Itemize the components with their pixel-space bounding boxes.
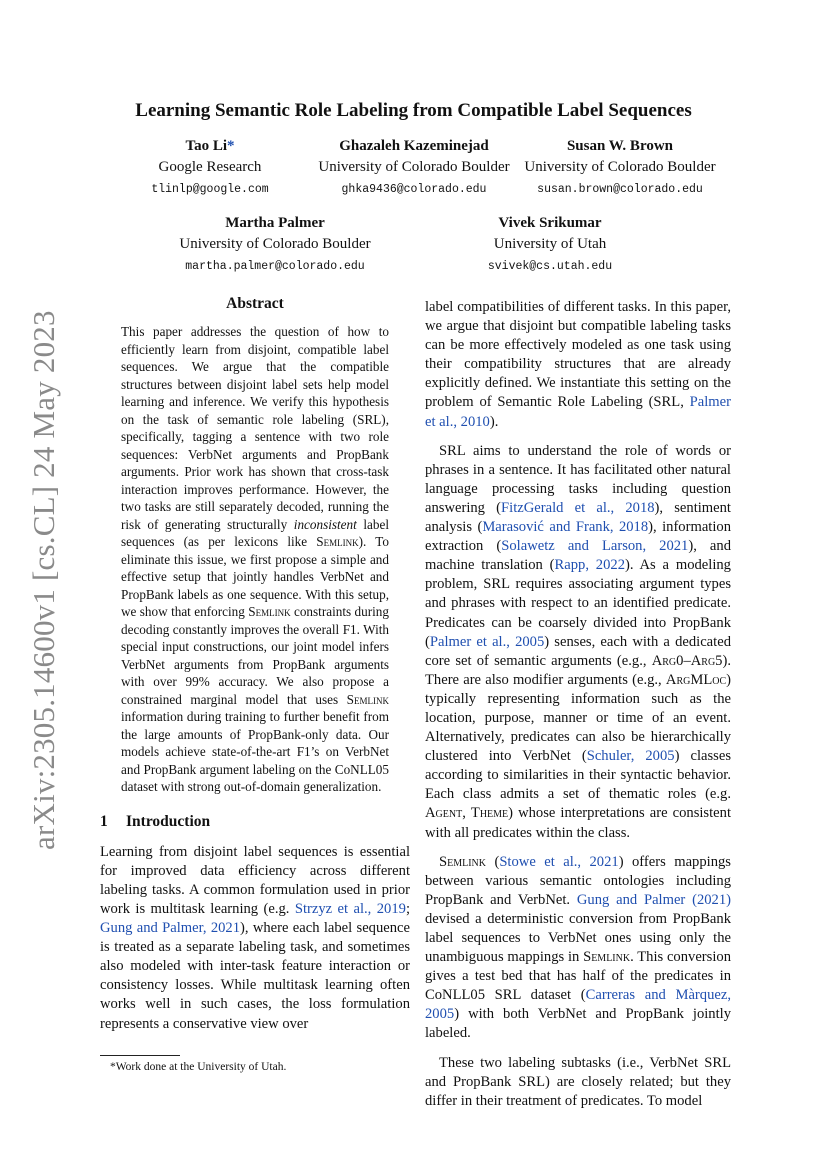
author-affiliation: Google Research [158, 159, 262, 175]
author-email: susan.brown@colorado.edu [537, 183, 703, 196]
author-block-2 [308, 136, 520, 200]
author-block-1 [135, 136, 285, 200]
arxiv-identifier: arXiv:2305.14600v1 [cs.CL] 24 May 2023 [26, 310, 61, 850]
right-paragraph-4: These two labeling subtasks (i.e., VerbNet SRL and PropBank SRL) are closely related; but they differ in their treatment of predicates. To model [425, 1054, 731, 1109]
citation-link[interactable]: Strzyz et al., 2019 [294, 900, 406, 917]
author-name: Martha Palmer [225, 215, 325, 231]
citation-link[interactable]: Solawetz and Larson, 2021 [501, 538, 689, 555]
author-block-5 [470, 213, 630, 277]
author-block-4 [160, 213, 390, 277]
author-affiliation: University of Utah [493, 236, 607, 252]
citation-link[interactable]: Gung and Palmer, 2021 [100, 920, 241, 937]
footnote-divider [100, 1055, 180, 1056]
left-column [100, 294, 410, 1044]
right-column [425, 298, 731, 1121]
abstract-heading: Abstract [226, 295, 284, 312]
section-heading-introduction: 1 Introduction [100, 812, 211, 830]
paper-title: Learning Semantic Role Labeling from Compatible Label Sequences [135, 100, 692, 121]
author-email: tlinlp@google.com [151, 183, 269, 196]
author-email: martha.palmer@colorado.edu [185, 260, 365, 273]
author-affiliation: University of Colorado Boulder [318, 159, 510, 175]
citation-link[interactable]: Gung and Palmer (2021) [576, 891, 731, 908]
footnote-marker[interactable]: * [227, 138, 235, 154]
author-name: Susan W. Brown [566, 138, 674, 154]
citation-link[interactable]: Schuler, 2005 [586, 748, 675, 765]
right-paragraph-1: label compatibilities of different tasks. In this paper, we argue that disjoint but compatible labeling tasks can be more effectively modeled as one task using their compatibility structures that are already explicitly defined. We instantiate this setting on the problem of Semantic Role Labeling (SRL, Palmer et al., 2010). [425, 299, 731, 430]
author-name: Ghazaleh Kazeminejad [339, 138, 489, 154]
footnote: *Work done at the University of Utah. [110, 1061, 287, 1073]
author-email: ghka9436@colorado.edu [341, 183, 487, 196]
citation-link[interactable]: Carreras and Màrquez, 2005 [425, 987, 731, 1023]
citation-link[interactable]: Marasović and Frank, 2018 [482, 519, 649, 536]
author-block-3 [520, 136, 720, 200]
author-name: Vivek Srikumar [498, 215, 602, 231]
right-paragraph-3: Semlink (Stowe et al., 2021) offers mappings between various semantic ontologies including PropBank and VerbNet. Gung and Palmer (2021) devised a deterministic conversion from PropBank label sequences to VerbNet ones using only the unambiguous mappings in Semlink. This conversion gives a test bed that has half of the predicates in CoNLL05 SRL dataset (Carreras and Màrquez, 2005) with both VerbNet and PropBank jointly labeled. [425, 853, 731, 1042]
author-email: svivek@cs.utah.edu [487, 260, 613, 273]
citation-link[interactable]: Palmer et al., 2005 [429, 633, 545, 650]
citation-link[interactable]: Rapp, 2022 [554, 557, 625, 574]
citation-link[interactable]: FitzGerald et al., 2018 [501, 499, 655, 516]
author-affiliation: University of Colorado Boulder [179, 236, 371, 252]
citation-link[interactable]: Palmer et al., 2010 [425, 394, 731, 430]
abstract-body: This paper addresses the question of how to efficiently learn from disjoint, compatible label sequences. We argue that the compatible structures between disjoint label sets help model learning and inference. We verify this hypothesis on the task of semantic role labeling (SRL), specifically, tagging a sentence with two role sequences: VerbNet arguments and PropBank arguments. Prior work has shown that cross-task interaction improves performance. However, the two tasks are still separately decoded, running the risk of generating structurally inconsistent label sequences (as per lexicons like Semlink). To eliminate this issue, we first propose a simple and effective setup that jointly handles VerbNet and PropBank labels as one sequence. With this setup, we show that enforcing Semlink constraints during decoding constantly improves the overall F1. With special input constructions, our joint model infers VerbNet arguments from PropBank arguments with over 99% accuracy. We also propose a constrained marginal model that uses Semlink information during training to further benefit from the large amounts of PropBank-only data. Our models achieve state-of-the-art F1’s on VerbNet and PropBank argument labeling on the CoNLL05 dataset with strong out-of-domain generalization. [121, 324, 389, 795]
author-affiliation: University of Colorado Boulder [524, 159, 716, 175]
author-name: Tao Li* [185, 138, 235, 154]
intro-paragraph-1: Learning from disjoint label sequences is essential for improved data efficiency across different labeling tasks. A common formulation used in prior work is multitask learning (e.g. Strzyz et al., 2019; Gung and Palmer, 2021), where each label sequence is treated as a separate labeling task, and sometimes also modeled with inter-task feature interaction or consistency losses. While multitask learning often works well in such cases, the loss formulation represents a conservative view over [100, 843, 410, 1032]
right-paragraph-2: SRL aims to understand the role of words or phrases in a sentence. It has facilitated other natural language processing tasks including question answering (FitzGerald et al., 2018), sentiment analysis (Marasović and Frank, 2018), information extraction (Solawetz and Larson, 2021), and machine translation (Rapp, 2022). As a modeling problem, SRL requires associating argument types and phrases with respect to an identified predicate. Predicates can be coarsely divided into PropBank (Palmer et al., 2005) senses, each with a dedicated core set of semantic arguments (e.g., Arg0–Arg5). There are also modifier arguments (e.g., ArgMLoc) typically representing information such as the location, purpose, manner or time of an event. Alternatively, predicates can also be hierarchically clustered into VerbNet (Schuler, 2005) classes according to similarities in their syntactic behavior. Each class admits a set of thematic roles (e.g. Agent, Theme) whose interpretations are consistent with all predicates within the class. [425, 442, 731, 841]
citation-link[interactable]: Stowe et al., 2021 [499, 853, 619, 870]
